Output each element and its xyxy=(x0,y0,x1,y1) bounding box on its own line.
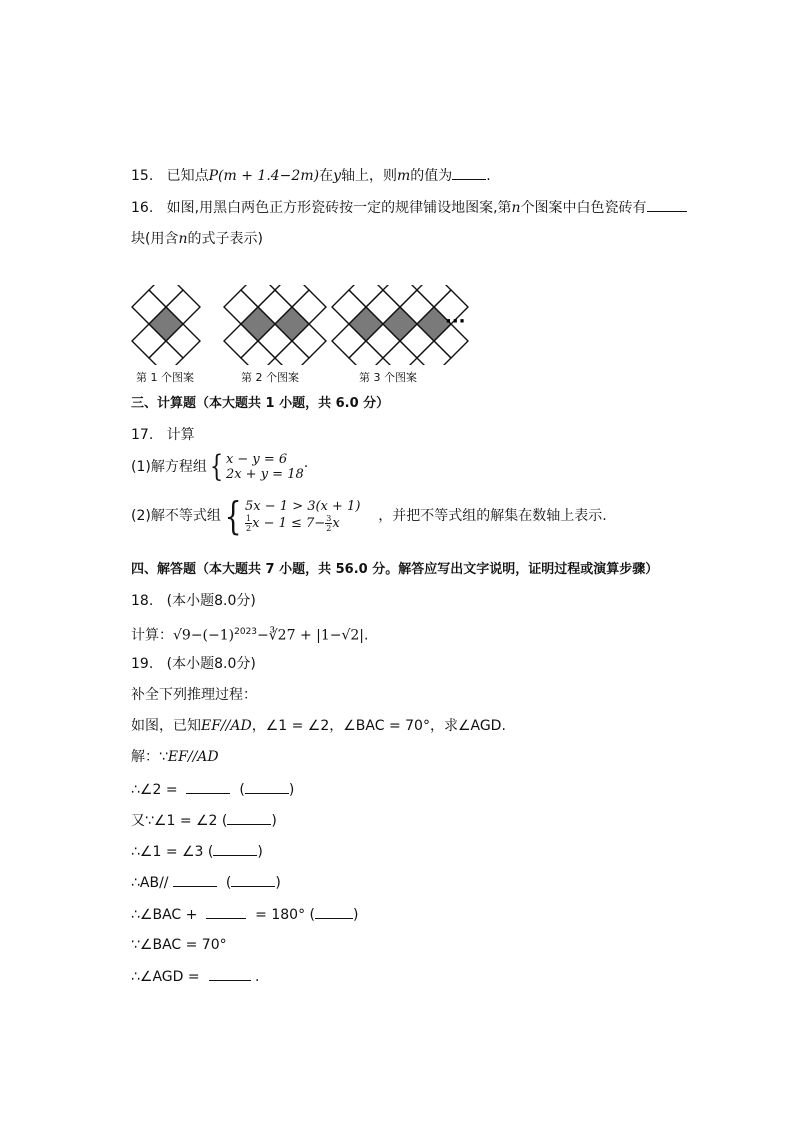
blank-reason[interactable] xyxy=(315,904,353,919)
blank-reason[interactable] xyxy=(213,841,257,856)
q15-var: m xyxy=(396,168,411,184)
q17-part1 xyxy=(131,449,309,484)
section-4-title: 四、解答题（本大题共 7 小题，共 56.0 分。解答应写出文字说明，证明过程或演算步骤） xyxy=(131,562,659,577)
q19-points: (本小题8.0分) xyxy=(166,656,256,672)
fraction-denominator: 2 xyxy=(246,524,252,533)
q18-exponent: 2023 xyxy=(234,627,258,637)
q16-number: 16. xyxy=(131,200,154,216)
blank-reason[interactable] xyxy=(245,779,289,794)
q15-axis: y xyxy=(333,168,341,184)
q17-p1-end: · xyxy=(303,459,309,475)
blank-angle[interactable] xyxy=(186,779,230,794)
fraction-numerator: 3 xyxy=(326,514,332,523)
q17-p1-label: (1)解方程组 xyxy=(131,459,207,475)
question-16-line2 xyxy=(131,229,263,249)
q16-line2-text-b: 的式子表示) xyxy=(187,231,263,247)
q17-p2-label: (2)解不等式组 xyxy=(131,508,221,524)
q16-text-b: 个图案中白色瓷砖有 xyxy=(520,200,647,216)
q17-part2 xyxy=(131,494,607,538)
q19-given-c: ，∠1 = ∠2，∠BAC = 70°，求∠AGD. xyxy=(251,718,506,734)
paren-close: ) xyxy=(271,813,277,829)
paren-close: ) xyxy=(257,844,263,860)
q19-step-7: ∵∠BAC = 70° xyxy=(131,937,227,953)
section-3-title: 三、计算题（本大题共 1 小题，共 6.0 分） xyxy=(131,396,390,411)
blank-reason[interactable] xyxy=(227,810,271,825)
q17-number: 17. xyxy=(131,427,154,443)
q19-l4: ∴∠1 = ∠3 ( xyxy=(131,844,214,860)
q19-l8: ∴∠AGD = xyxy=(131,969,200,985)
blank-angle[interactable] xyxy=(206,904,246,919)
equation-2: 2x + y = 18 xyxy=(225,467,304,482)
q19-l6-a: ∴∠BAC + xyxy=(131,907,198,923)
inequality-2 xyxy=(245,516,340,531)
q19-given-a: 如图，已知 xyxy=(131,718,201,734)
q19-dot: . xyxy=(254,969,260,985)
q19-step-6 xyxy=(131,904,358,925)
q17-title: 计算 xyxy=(166,427,195,443)
q18-points: (本小题8.0分) xyxy=(166,593,256,609)
q19-l3: 又∵∠1 = ∠2 ( xyxy=(131,813,228,829)
blank-line[interactable] xyxy=(173,872,217,887)
q16-answer-blank[interactable] xyxy=(647,197,687,212)
inequality-system xyxy=(245,499,360,533)
fraction-numerator: 1 xyxy=(246,514,252,523)
tile-patterns-figure xyxy=(128,285,478,365)
q15-answer-blank[interactable] xyxy=(452,165,486,180)
question-15 xyxy=(131,165,491,186)
q19-l2: ∴∠2 = xyxy=(131,782,178,798)
q18-number: 18. xyxy=(131,593,154,609)
inequality-2-mid: x − 1 ≤ 7− xyxy=(252,516,326,531)
q15-text: 已知点 xyxy=(166,168,209,184)
q18-label: 计算： xyxy=(131,627,173,644)
blank-answer[interactable] xyxy=(209,966,251,981)
inequality-2-end: x xyxy=(332,516,340,531)
q19-given xyxy=(131,716,506,736)
q15-text-b: 在 xyxy=(319,168,334,184)
fraction-denominator: 2 xyxy=(326,524,332,533)
equation-system xyxy=(226,452,304,482)
q19-l1-a: 解：∵ xyxy=(131,749,168,765)
q19-step-5 xyxy=(131,872,281,893)
q18-expr-a: √9−(−1) xyxy=(173,627,235,644)
paren-close: ) xyxy=(353,907,359,923)
q18-expression xyxy=(131,622,368,646)
paren-open: ( xyxy=(239,782,245,798)
paren-close: ) xyxy=(275,875,281,891)
q19-step-8 xyxy=(131,966,259,987)
q19-intro: 补全下列推理过程： xyxy=(131,687,257,703)
q15-text-c: 轴上，则 xyxy=(340,168,397,184)
q17-p2-tail: ，并把不等式组的解集在数轴上表示. xyxy=(378,508,607,524)
q15-number: 15. xyxy=(131,168,154,184)
q16-line2-text: 块(用含 xyxy=(131,231,179,247)
question-16 xyxy=(131,197,687,218)
q19-given-b: EF//AD xyxy=(201,718,252,734)
q15-text-d: 的值为 xyxy=(410,168,453,184)
q19-l6-b: = 180° ( xyxy=(255,907,315,923)
q16-line2-var: n xyxy=(178,231,188,247)
caption-pattern-2: 第 2 个图案 xyxy=(241,371,299,384)
caption-pattern-1: 第 1 个图案 xyxy=(136,371,194,384)
ellipsis: ··· xyxy=(445,311,466,332)
question-18 xyxy=(131,591,256,611)
brace: { xyxy=(224,494,242,538)
q19-step-2 xyxy=(131,779,294,800)
q19-number: 19. xyxy=(131,656,154,672)
inequality-1: 5x − 1 > 3(x + 1) xyxy=(245,499,361,514)
q16-var: n xyxy=(511,200,521,216)
equation-1: x − y = 6 xyxy=(225,452,288,467)
question-19 xyxy=(131,654,256,674)
q19-l5: ∴AB// xyxy=(131,875,169,891)
blank-reason[interactable] xyxy=(231,872,275,887)
brace: { xyxy=(209,449,224,484)
paren-close: ) xyxy=(288,782,295,798)
q19-step-1 xyxy=(131,747,219,767)
q15-point: P(m + 1.4−2m) xyxy=(208,168,320,184)
paren-open: ( xyxy=(225,875,232,891)
q19-step-4 xyxy=(131,841,263,862)
q18-expr-b: −∛27 + |1−√2| xyxy=(257,627,365,644)
q19-step-3 xyxy=(131,810,277,831)
question-17 xyxy=(131,425,195,445)
q19-l1-b: EF//AD xyxy=(167,749,219,765)
q15-end: . xyxy=(486,168,491,184)
caption-pattern-3: 第 3 个图案 xyxy=(359,371,417,384)
q18-end: . xyxy=(364,627,369,644)
q16-text: 如图,用黑白两色正方形瓷砖按一定的规律铺设地图案,第 xyxy=(166,200,512,216)
